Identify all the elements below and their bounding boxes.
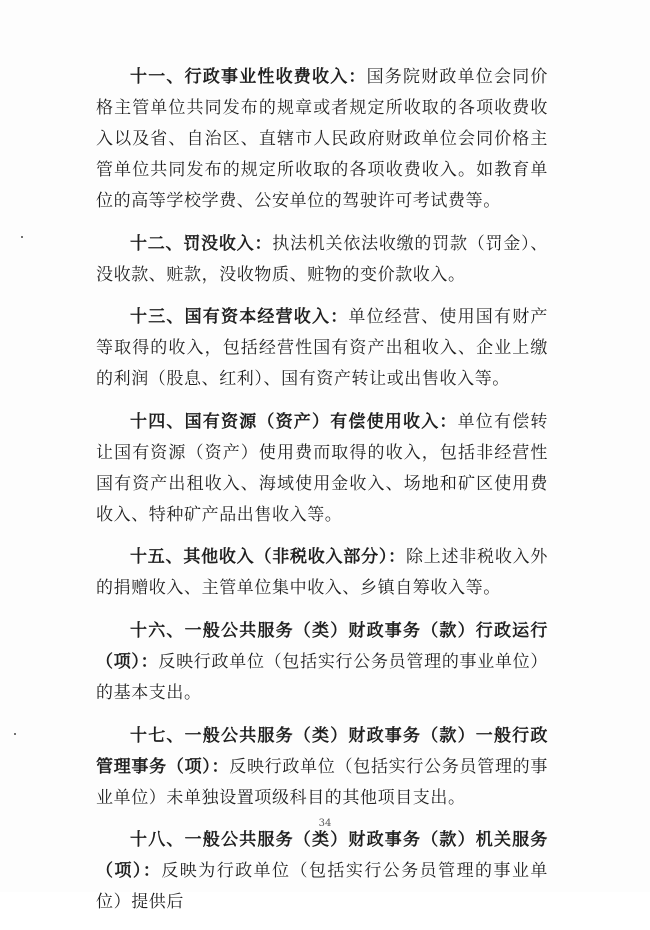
paragraph-term: 十八、一般公共服务（类）财政事务（款）机关服务（项）： [96,830,548,882]
paragraph-text: 除上述非税收入外的捐赠收入、主管单位集中收入、乡镇自筹收入等。 [96,547,548,599]
paragraph-text: 反映行政单位（包括实行公务员管理的事业单位）未单独设置项级科目的其他项目支出。 [96,756,548,808]
document-body [96,62,548,930]
paragraph-term: 十五、其他收入（非税收入部分）： [130,547,406,568]
paragraph-15 [96,542,548,604]
paragraph-13 [96,302,548,395]
paragraph-term: 十六、一般公共服务（类）财政事务（款）行政运行（项）： [96,620,548,672]
paragraph-text: 反映行政单位（包括实行公务员管理的事业单位）的基本支出。 [96,651,549,703]
paragraph-term: 十四、国有资源（资产）有偿使用收入： [130,411,458,432]
paragraph-16 [96,616,548,709]
scan-speck [14,733,16,735]
paragraph-text: 执法机关依法收缴的罚款（罚金）、没收款、赃款，没收物质、赃物的变价款收入。 [96,233,548,285]
paragraph-term: 十一、行政事业性收费收入： [130,67,367,87]
paragraph-text: 国务院财政单位会同价格主管单位共同发布的规章或者规定所收取的各项收费收入以及省、自治区、直辖市人民政府财政单位会同价格主管单位共同发布的规定所收取的各项收费收入。如教育单位的高等学校学费、公安单位的驾驶许可考试费等。 [96,67,548,211]
paragraph-term: 十七、一般公共服务（类）财政事务（款）一般行政管理事务（项）： [96,725,548,777]
paragraph-12 [96,229,548,291]
paragraph-term: 十三、国有资本经营收入： [130,307,349,328]
paragraph-17 [96,721,548,814]
scan-speck [21,236,23,238]
paragraph-text: 单位有偿转让国有资源（资产）使用费而取得的收入，包括非经营性国有资产出租收入、海域使用金收入、场地和矿区使用费收入、特种矿产品出售收入等。 [96,411,548,525]
paragraph-term: 十二、罚没收入： [130,233,273,254]
paragraph-text: 反映为行政单位（包括实行公务员管理的事业单位）提供后 [96,861,548,913]
page-number: 34 [318,818,332,829]
paragraph-11 [96,62,548,217]
paragraph-text: 单位经营、使用国有财产等取得的收入，包括经营性国有资产出租收入、企业上缴的利润（股息、红利）、国有资产转让或出售收入等。 [96,307,549,390]
paragraph-18 [96,825,548,918]
paragraph-14 [96,407,548,531]
